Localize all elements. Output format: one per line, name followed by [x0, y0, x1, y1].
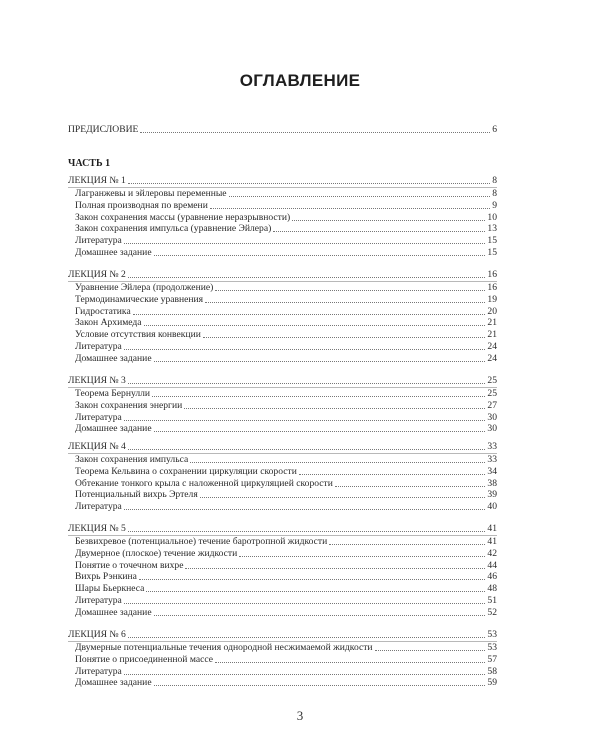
toc-entry-label: Теорема Бернулли — [75, 387, 151, 399]
toc-entry-label: Литература — [75, 665, 122, 677]
toc-entry-label: ЛЕКЦИЯ № 6 — [68, 629, 126, 640]
toc-entry-label: Литература — [75, 501, 122, 513]
toc-entry-label: Закон сохранения импульса — [75, 453, 189, 465]
toc-entry-page: 57 — [487, 653, 497, 665]
toc-lecture-2[interactable] — [68, 268, 497, 281]
dot-leader — [185, 568, 485, 569]
toc-item[interactable] — [75, 606, 497, 619]
page-title: ОГЛАВЛЕНИЕ — [239, 71, 361, 90]
toc-entry-page: 33 — [487, 453, 497, 465]
toc-entry-page: 20 — [487, 305, 497, 317]
toc-entry-label: Литература — [75, 341, 122, 353]
toc-entry-label: ПРЕДИСЛОВИЕ — [68, 124, 139, 135]
dot-leader — [154, 361, 486, 362]
toc-entry-label: Закон сохранения энергии — [75, 399, 183, 411]
toc-lecture-6[interactable] — [68, 628, 497, 641]
toc-entry-label: Шары Бьеркнеса — [75, 583, 145, 595]
toc-entry-label: Домашнее задание — [75, 677, 152, 689]
toc-entry-page: 44 — [487, 559, 497, 571]
toc-entry-label: Условие отсутствия конвекции — [75, 329, 201, 341]
dot-leader — [154, 615, 486, 616]
dot-leader — [292, 220, 485, 221]
toc-entry-label: ЛЕКЦИЯ № 2 — [68, 269, 126, 280]
toc-entry-label: Понятие о точечном вихре — [75, 559, 184, 571]
toc-entry-page: 41 — [487, 535, 497, 547]
toc-lecture-4[interactable] — [68, 440, 497, 453]
toc-entry-label: Закон Архимеда — [75, 317, 142, 329]
toc-entry-page: 53 — [487, 629, 497, 640]
toc-entry-page: 8 — [492, 175, 497, 186]
toc-entry-page: 25 — [487, 387, 497, 399]
toc-entry-label: Гидростатика — [75, 305, 131, 317]
dot-leader — [239, 556, 485, 557]
dot-leader — [215, 290, 485, 291]
toc-entry-page: 51 — [487, 595, 497, 607]
dot-leader — [229, 196, 491, 197]
toc-entry-label: Уравнение Эйлера (продолжение) — [75, 281, 214, 293]
toc-entry-page: 10 — [487, 211, 497, 223]
dot-leader — [124, 420, 486, 421]
dot-leader — [128, 277, 486, 278]
toc-entry-label: Закон сохранения импульса (уравнение Эйлера) — [75, 223, 272, 235]
toc-entry-label: Полная производная по времени — [75, 199, 208, 211]
toc-entry-page: 24 — [487, 352, 497, 364]
toc-entry-label: Термодинамические уравнения — [75, 293, 204, 305]
toc-entry-page: 48 — [487, 583, 497, 595]
toc-entry-page: 42 — [487, 547, 497, 559]
dot-leader — [128, 383, 486, 384]
dot-leader — [128, 183, 490, 184]
dot-leader — [124, 349, 486, 350]
toc-entry-label: Двумерное (плоское) течение жидкости — [75, 547, 238, 559]
dot-leader — [154, 431, 486, 432]
toc-entry-page: 39 — [487, 489, 497, 501]
dot-leader — [200, 497, 486, 498]
toc-entry-label: Двумерные потенциальные течения однородной несжимаемой жидкости — [75, 641, 373, 653]
toc-entry-label: Обтекание тонкого крыла с наложенной циркуляцией скорости — [75, 477, 333, 489]
toc-entry-label: ЛЕКЦИЯ № 4 — [68, 441, 126, 452]
toc-item[interactable] — [75, 246, 497, 259]
dot-leader — [210, 208, 490, 209]
toc-entry-label: Литература — [75, 411, 122, 423]
toc-entry-page: 25 — [487, 375, 497, 386]
dot-leader — [190, 462, 485, 463]
dot-leader — [152, 396, 485, 397]
dot-leader — [205, 302, 485, 303]
page-number: 3 — [296, 708, 304, 723]
toc-entry-label: Домашнее задание — [75, 423, 152, 435]
toc-entry-page: 46 — [487, 571, 497, 583]
toc-entry-label: Домашнее задание — [75, 247, 152, 259]
toc-item[interactable] — [75, 500, 497, 513]
toc-entry-page: 41 — [487, 523, 497, 534]
toc-item[interactable] — [75, 422, 497, 435]
toc-entry-page: 9 — [492, 199, 497, 211]
dot-leader — [124, 603, 486, 604]
dot-leader — [124, 243, 486, 244]
dot-leader — [203, 337, 486, 338]
toc-entry-label: Закон сохранения массы (уравнение неразрывности) — [75, 211, 291, 223]
toc-entry-page: 59 — [487, 677, 497, 689]
dot-leader — [124, 674, 486, 675]
toc-entry-page: 13 — [487, 223, 497, 235]
dot-leader — [154, 255, 486, 256]
dot-leader — [329, 544, 485, 545]
toc-item[interactable] — [75, 676, 497, 689]
toc-entry-label: Домашнее задание — [75, 352, 152, 364]
toc-entry-label: Потенциальный вихрь Эртеля — [75, 489, 198, 501]
toc-entry-page: 53 — [487, 641, 497, 653]
toc-lecture-3[interactable] — [68, 374, 497, 387]
toc-entry-page: 30 — [487, 423, 497, 435]
dot-leader — [128, 637, 486, 638]
part-heading: ЧАСТЬ 1 — [68, 158, 111, 169]
dot-leader — [154, 685, 486, 686]
toc-entry-page: 21 — [487, 329, 497, 341]
dot-leader — [124, 509, 486, 510]
toc-entry-page: 40 — [487, 501, 497, 513]
toc-entry-page: 15 — [487, 235, 497, 247]
dot-leader — [273, 231, 485, 232]
toc-entry-label: Литература — [75, 595, 122, 607]
toc-lecture-1[interactable] — [68, 174, 497, 187]
toc-lecture-5[interactable] — [68, 522, 497, 535]
toc-entry-page: 38 — [487, 477, 497, 489]
toc-entry-label: ЛЕКЦИЯ № 3 — [68, 375, 126, 386]
dot-leader — [335, 486, 486, 487]
toc-entry-page: 27 — [487, 399, 497, 411]
dot-leader — [128, 449, 486, 450]
toc-item[interactable] — [75, 352, 497, 365]
toc-entry-page: 15 — [487, 247, 497, 259]
toc-entry-page: 33 — [487, 441, 497, 452]
toc-entry-page: 21 — [487, 317, 497, 329]
dot-leader — [139, 579, 485, 580]
dot-leader — [299, 474, 486, 475]
dot-leader — [215, 662, 485, 663]
dot-leader — [375, 650, 486, 651]
toc-entry-label: ЛЕКЦИЯ № 1 — [68, 175, 126, 186]
toc-entry-page: 16 — [487, 269, 497, 280]
toc-entry-page: 52 — [487, 606, 497, 618]
toc-entry-label: Вихрь Рэнкина — [75, 571, 137, 583]
toc-entry-label: Безвихревое (потенциальное) течение баротропной жидкости — [75, 535, 328, 547]
dot-leader — [184, 408, 485, 409]
toc-entry-label: Лагранжевы и эйлеровы переменные — [75, 187, 227, 199]
toc-entry-page: 30 — [487, 411, 497, 423]
toc-entry-label: Теорема Кельвина о сохранении циркуляции скорости — [75, 465, 297, 477]
toc-entry-label: Литература — [75, 235, 122, 247]
toc-entry-page: 8 — [492, 187, 497, 199]
dot-leader — [133, 314, 486, 315]
dot-leader — [144, 325, 486, 326]
dot-leader — [146, 591, 485, 592]
toc-entry-page: 19 — [487, 293, 497, 305]
toc-entry-label: Домашнее задание — [75, 606, 152, 618]
toc-entry-page: 58 — [487, 665, 497, 677]
toc-entry-page: 16 — [487, 281, 497, 293]
toc-entry-page: 6 — [492, 124, 497, 135]
toc-entry-page: 34 — [487, 465, 497, 477]
dot-leader — [128, 531, 486, 532]
toc-entry-label: Понятие о присоединенной массе — [75, 653, 213, 665]
toc-entry-page: 24 — [487, 341, 497, 353]
toc-entry-label: ЛЕКЦИЯ № 5 — [68, 523, 126, 534]
